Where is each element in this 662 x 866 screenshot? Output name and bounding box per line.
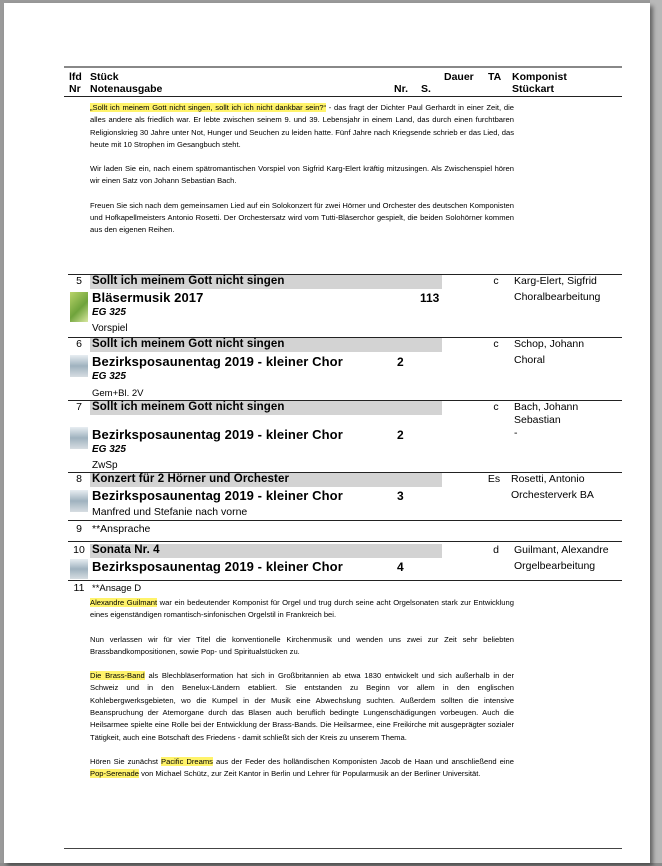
- header-komponist: Komponist: [512, 71, 567, 83]
- composer-name-cont: Sebastian: [514, 414, 561, 426]
- composer-name: Guilmant, Alexandre: [514, 544, 609, 556]
- window-edge-right: [650, 0, 662, 866]
- header-stueckart: Stückart: [512, 83, 555, 95]
- row-6-book: Bezirksposaunentag 2019 - kleiner Chor: [92, 354, 343, 369]
- row-7-composer: [514, 401, 624, 440]
- row-5-ta: c: [493, 275, 499, 287]
- composer-name: Rosetti, Antonio: [511, 473, 585, 485]
- row-9-note: **Ansprache: [92, 523, 151, 535]
- row-10-number: 4: [397, 560, 404, 574]
- row-7-book: Bezirksposaunentag 2019 - kleiner Chor: [92, 427, 343, 442]
- row-6-title: Sollt ich meinem Gott nicht singen: [92, 338, 285, 350]
- header-top-rule: [64, 66, 622, 68]
- intro-highlight: „Sollt ich meinem Gott nicht singen, sollt ich ich nicht dankbar sein?“: [90, 103, 327, 112]
- row-11-nr: 11: [73, 582, 85, 594]
- row-6-ta: c: [493, 338, 499, 350]
- row-7-nr: 7: [76, 401, 82, 413]
- book-cover-image: [70, 559, 88, 579]
- outro-paragraph-4: [90, 756, 514, 781]
- book-cover-image: [70, 355, 88, 377]
- row-8-title: Konzert für 2 Hörner und Orchester: [92, 473, 290, 485]
- book-cover-image: [70, 427, 88, 449]
- outro-p4-b: aus der Feder des holländischen Komponisten Jacob de Haan und anschließend eine: [212, 756, 514, 766]
- header-stueck: Stück: [90, 71, 119, 83]
- intro-paragraph-3: Freuen Sie sich nach dem gemeinsamen Lied auf ein Solokonzert für zwei Hörner und Orchester des deutschen Komponisten und Hofkapellmeisters Antonio Rosetti. Der Orchestersatz wird vom Tutti-Bläserchor gespielt, die beiden Solohörner kommen aus den eigenen Reihen.: [90, 200, 514, 235]
- row-6-number: 2: [397, 355, 404, 369]
- row-5-book: Bläsermusik 2017: [92, 290, 204, 305]
- outro-text: [90, 597, 514, 793]
- outro-highlight-brassband: Die Brass-Band: [90, 671, 145, 681]
- row-10-ta: d: [493, 544, 499, 556]
- piece-type: Orchesterverk BA: [511, 489, 594, 501]
- header-notenausgabe: Notenausgabe: [90, 83, 163, 95]
- composer-name: Karg-Elert, Sigfrid: [514, 275, 597, 287]
- row-5-title: Sollt ich meinem Gott nicht singen: [92, 275, 285, 287]
- header-bottom-rule: [64, 96, 622, 97]
- header-lfd: lfd: [69, 71, 82, 83]
- intro-paragraph-1: [90, 102, 514, 151]
- outro-p4-a: Hören Sie zunächst: [90, 756, 162, 766]
- outro-highlight-guilmant: Alexandre Guilmant: [90, 598, 158, 607]
- outro-highlight-pacific-dreams: Pacific Dreams: [161, 756, 213, 766]
- row-8-book: Bezirksposaunentag 2019 - kleiner Chor: [92, 488, 343, 503]
- outro-highlight-pop-serenade: Pop-Serenade: [90, 769, 139, 779]
- piece-type: Choralbearbeitung: [514, 291, 601, 303]
- composer-name: Bach, Johann: [514, 401, 579, 413]
- header-dauer: Dauer: [444, 71, 474, 83]
- row-6-nr: 6: [76, 338, 82, 350]
- page-bottom-rule: [64, 848, 622, 849]
- row-7-number: 2: [397, 428, 404, 442]
- book-cover-image: [70, 292, 88, 322]
- row-5-eg: EG 325: [92, 307, 126, 318]
- row-5-composer: [514, 275, 624, 304]
- row-7-note: ZwSp: [92, 460, 118, 471]
- intro-paragraph-2: Wir laden Sie ein, nach einem spätromantischen Vorspiel von Sigfrid Karg-Elert kräftig mitzusingen. Als Zwischenspiel hören wir einen Satz von Johann Sebastian Bach.: [90, 164, 514, 186]
- header-nr: Nr: [69, 83, 81, 95]
- row-7-title: Sollt ich meinem Gott nicht singen: [92, 401, 285, 413]
- outro-paragraph-2: Nun verlassen wir für vier Titel die konventionelle Kirchenmusik und wenden uns zwei zur Zeit sehr beliebten Brassbandkompositionen, sowie Pop- und Spiritualstücken zu.: [90, 634, 514, 656]
- intro-text: [90, 102, 514, 249]
- piece-type: Orgelbearbeitung: [514, 560, 596, 572]
- row-6-note: Gem+Bl. 2V: [92, 388, 144, 399]
- outro-paragraph-3: [90, 670, 514, 744]
- row-separator: [68, 580, 622, 581]
- row-10-composer: [514, 544, 624, 573]
- header-ta: TA: [488, 71, 502, 83]
- row-8-composer: [511, 473, 621, 502]
- row-8-ta: Es: [487, 473, 501, 485]
- row-5-number: 113: [420, 291, 440, 305]
- row-7-eg: EG 325: [92, 444, 126, 455]
- row-10-book: Bezirksposaunentag 2019 - kleiner Chor: [92, 559, 343, 574]
- row-separator: [68, 541, 622, 542]
- row-8-nr: 8: [76, 473, 82, 485]
- outro-p1-rest: war ein bedeutender Komponist für Orgel und trug durch seine acht Orgelsonaten stark zur Entwicklung eines eigenständigen romantisch-sinfonischen Orgelstil in Frankreich bei.: [90, 598, 514, 620]
- outro-p4-c: von Michael Schütz, zur Zeit Kantor in Berlin und Lehrer für Popularmusik an der Berliner Universität.: [138, 769, 481, 779]
- row-10-nr: 10: [73, 544, 85, 556]
- composer-name: Schop, Johann: [514, 338, 585, 350]
- row-5-note: Vorspiel: [92, 323, 128, 334]
- intro-p1-rest: - das fragt der Dichter Paul Gerhardt in einer Zeit, die alles andere als friedlich war. Er lebte zwischen seinem 9. und 39. Lebensjahr in einem Land, das durch einen furchtbaren Religionskrieg 30 Jahre unter Not, Hunger und Seuchen zu leiden hatte. Fünf Jahre nach Kriegsende schrieb er das Lied, das heute mit 10 Strophen im Gesangbuch steht.: [90, 103, 514, 149]
- row-7-ta: c: [493, 401, 499, 413]
- piece-type: -: [514, 427, 518, 439]
- piece-type: Choral: [514, 354, 545, 366]
- header-s: S.: [421, 83, 431, 95]
- row-separator: [68, 520, 622, 521]
- row-5-nr: 5: [76, 275, 82, 287]
- document-page: [4, 3, 650, 863]
- outro-p3-rest: als Blechbläserformation hat sich in Großbritannien ab etwa 1830 entwickelt und sich außerhalb in der Schweiz und in den Benelux-Ländern etabliert. Sie entstanden zu Beginn vor allem in den englischen Kohlebergwerksgebieten, wo die Kumpel in der Musik eine Abwechslung suchten. Außerdem sollten die intensive Beanspruchung der Atemorgane durch das Blasen auch beruflich bedingte Lungenschädigungen vorbeugen. Auch die Heilsarmee spielte eine Rolle bei der Entwicklung der Brass-Bands. Die Heilsarmee, eine Freikirche mit ausgeprägter sozialer Tätigkeit, auch eine Botschaft des Friedens - damit schließt sich der Kreis zu unserem Thema.: [90, 671, 514, 742]
- row-6-composer: [514, 338, 624, 367]
- row-8-note: Manfred und Stefanie nach vorne: [92, 506, 248, 518]
- row-10-title: Sonata Nr. 4: [92, 544, 160, 556]
- row-11-note: **Ansage D: [92, 583, 142, 594]
- book-cover-image: [70, 490, 88, 512]
- outro-paragraph-1: [90, 597, 514, 622]
- row-9-nr: 9: [76, 523, 82, 535]
- header-nr2: Nr.: [394, 83, 409, 95]
- row-8-number: 3: [397, 489, 404, 503]
- row-6-eg: EG 325: [92, 371, 126, 382]
